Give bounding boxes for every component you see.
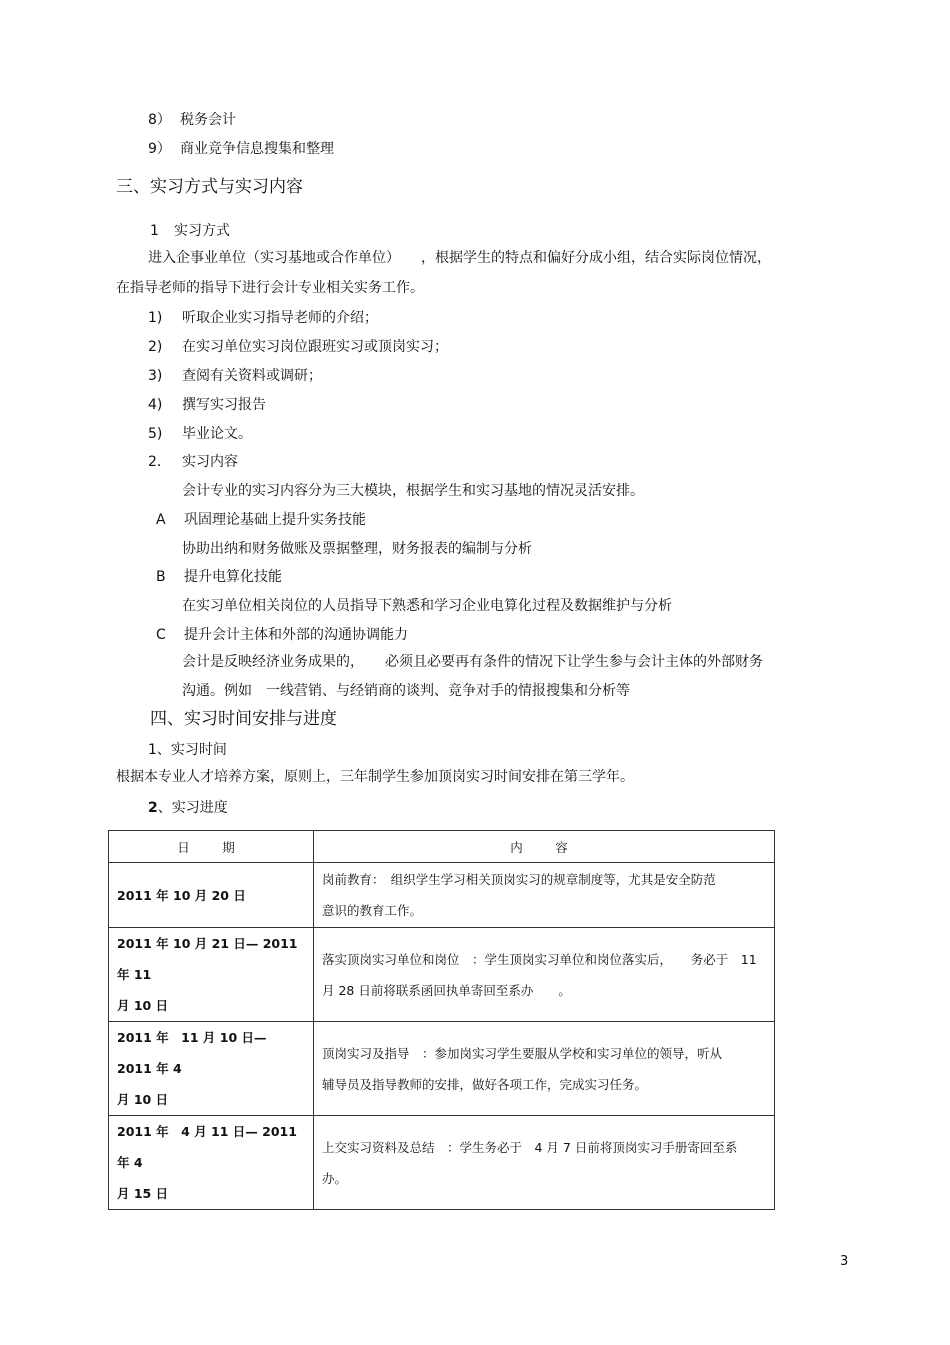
- date-cell: [109, 1116, 314, 1210]
- date-cell: [109, 928, 314, 1022]
- list-num: 4): [148, 397, 163, 413]
- subsection-num: 2: [148, 800, 158, 816]
- paragraph-line: 根据本专业人才培养方案，原则上，三年制学生参加顶岗实习时间安排在第三学年。: [116, 769, 634, 785]
- section-heading: 三、实习方式与实习内容: [116, 177, 303, 197]
- content-line: 顶岗实习及指导 ：参加岗实习学生要服从学校和实习单位的领导，听从: [322, 1045, 723, 1061]
- list-num: 8）: [148, 112, 171, 128]
- subsection-num: 1: [150, 223, 159, 239]
- subsection-label: 、实习进度: [157, 800, 228, 816]
- list-num: 9）: [148, 141, 171, 157]
- module-desc: 沟通。例如 一线营销、与经销商的谈判、竞争对手的情报搜集和分析等: [182, 683, 630, 699]
- list-num: 2): [148, 339, 163, 355]
- subsection-num: 2．: [148, 454, 171, 470]
- content-cell: [314, 863, 775, 928]
- module-letter: B: [156, 569, 166, 585]
- table-row: [109, 928, 775, 1022]
- subsection-title: 实习内容: [182, 454, 238, 470]
- column-header-date: 日 期: [109, 831, 314, 863]
- date-line: 2011 年 10 月 21 日— 2011 年 11: [117, 936, 298, 982]
- subsection-title: [148, 801, 228, 815]
- list-item: 在实习单位实习岗位跟班实习或顶岗实习；: [182, 339, 448, 355]
- content-cell: [314, 928, 775, 1022]
- content-line: 岗前教育： 组织学生学习相关顶岗实习的规章制度等，尤其是安全防范: [322, 872, 716, 887]
- list-item: 税务会计: [180, 112, 236, 128]
- date-cell: [109, 863, 314, 928]
- date-line: 月 15 日: [117, 1186, 169, 1201]
- schedule-table: [108, 830, 775, 1210]
- content-cell: [314, 1022, 775, 1116]
- table-row: [109, 1116, 775, 1210]
- module-desc: 在实习单位相关岗位的人员指导下熟悉和学习企业电算化过程及数据维护与分析: [182, 598, 672, 614]
- column-header-content: 内 容: [314, 831, 775, 863]
- table-header-row: [109, 831, 775, 863]
- module-title: 巩固理论基础上提升实务技能: [184, 512, 366, 528]
- date-line: 月 10 日: [117, 998, 169, 1013]
- section-heading: 四、实习时间安排与进度: [150, 709, 337, 729]
- date-line: 月 10 日: [117, 1092, 169, 1107]
- paragraph-line: 在指导老师的指导下进行会计专业相关实务工作。: [116, 280, 424, 296]
- date-line: 2011 年 11 月 10 日— 2011 年 4: [117, 1030, 267, 1076]
- date-line: 2011 年 4 月 11 日— 2011 年 4: [117, 1124, 297, 1170]
- content-line: 月 28 日前将联系函回执单寄回至系办 。: [322, 982, 571, 998]
- list-item: 毕业论文。: [182, 426, 252, 442]
- module-desc: 会计是反映经济业务成果的， 必须且必要再有条件的情况下让学生参与会计主体的外部财务: [182, 654, 763, 670]
- subsection-title: 1、实习时间: [148, 742, 227, 758]
- table-row: [109, 863, 775, 928]
- paragraph-line: 会计专业的实习内容分为三大模块，根据学生和实习基地的情况灵活安排。: [182, 483, 644, 499]
- module-letter: A: [156, 512, 166, 528]
- content-line: 辅导员及指导教师的安排，做好各项工作，完成实习任务。: [322, 1076, 648, 1092]
- list-num: 3): [148, 368, 163, 384]
- module-letter: C: [156, 627, 166, 643]
- list-item: 听取企业实习指导老师的介绍；: [182, 310, 378, 326]
- date-line: 2011 年 10 月 20 日: [117, 887, 246, 903]
- content-line: 办。: [322, 1170, 348, 1186]
- paragraph-line: 进入企事业单位（实习基地或合作单位） ，根据学生的特点和偏好分成小组，结合实际岗位情况，: [148, 250, 771, 266]
- list-item: 商业竞争信息搜集和整理: [180, 141, 334, 157]
- content-line: 落实顶岗实习单位和岗位 ：学生顶岗实习单位和岗位落实后， 务必于 11: [322, 951, 757, 967]
- list-item: 查阅有关资料或调研；: [182, 368, 322, 384]
- content-cell: [314, 1116, 775, 1210]
- date-cell: [109, 1022, 314, 1116]
- module-title: 提升电算化技能: [184, 569, 282, 585]
- table-row: [109, 1022, 775, 1116]
- list-item: 撰写实习报告: [182, 397, 266, 413]
- module-desc: 协助出纳和财务做账及票据整理，财务报表的编制与分析: [182, 541, 532, 557]
- page-number: 3: [840, 1254, 849, 1269]
- module-title: 提升会计主体和外部的沟通协调能力: [184, 627, 408, 643]
- subsection-title: 实习方式: [174, 223, 230, 239]
- list-num: 1): [148, 310, 163, 326]
- content-line: 意识的教育工作。: [322, 903, 423, 918]
- list-num: 5): [148, 426, 163, 442]
- content-line: 上交实习资料及总结 ：学生务必于 4 月 7 日前将顶岗实习手册寄回至系: [322, 1139, 738, 1155]
